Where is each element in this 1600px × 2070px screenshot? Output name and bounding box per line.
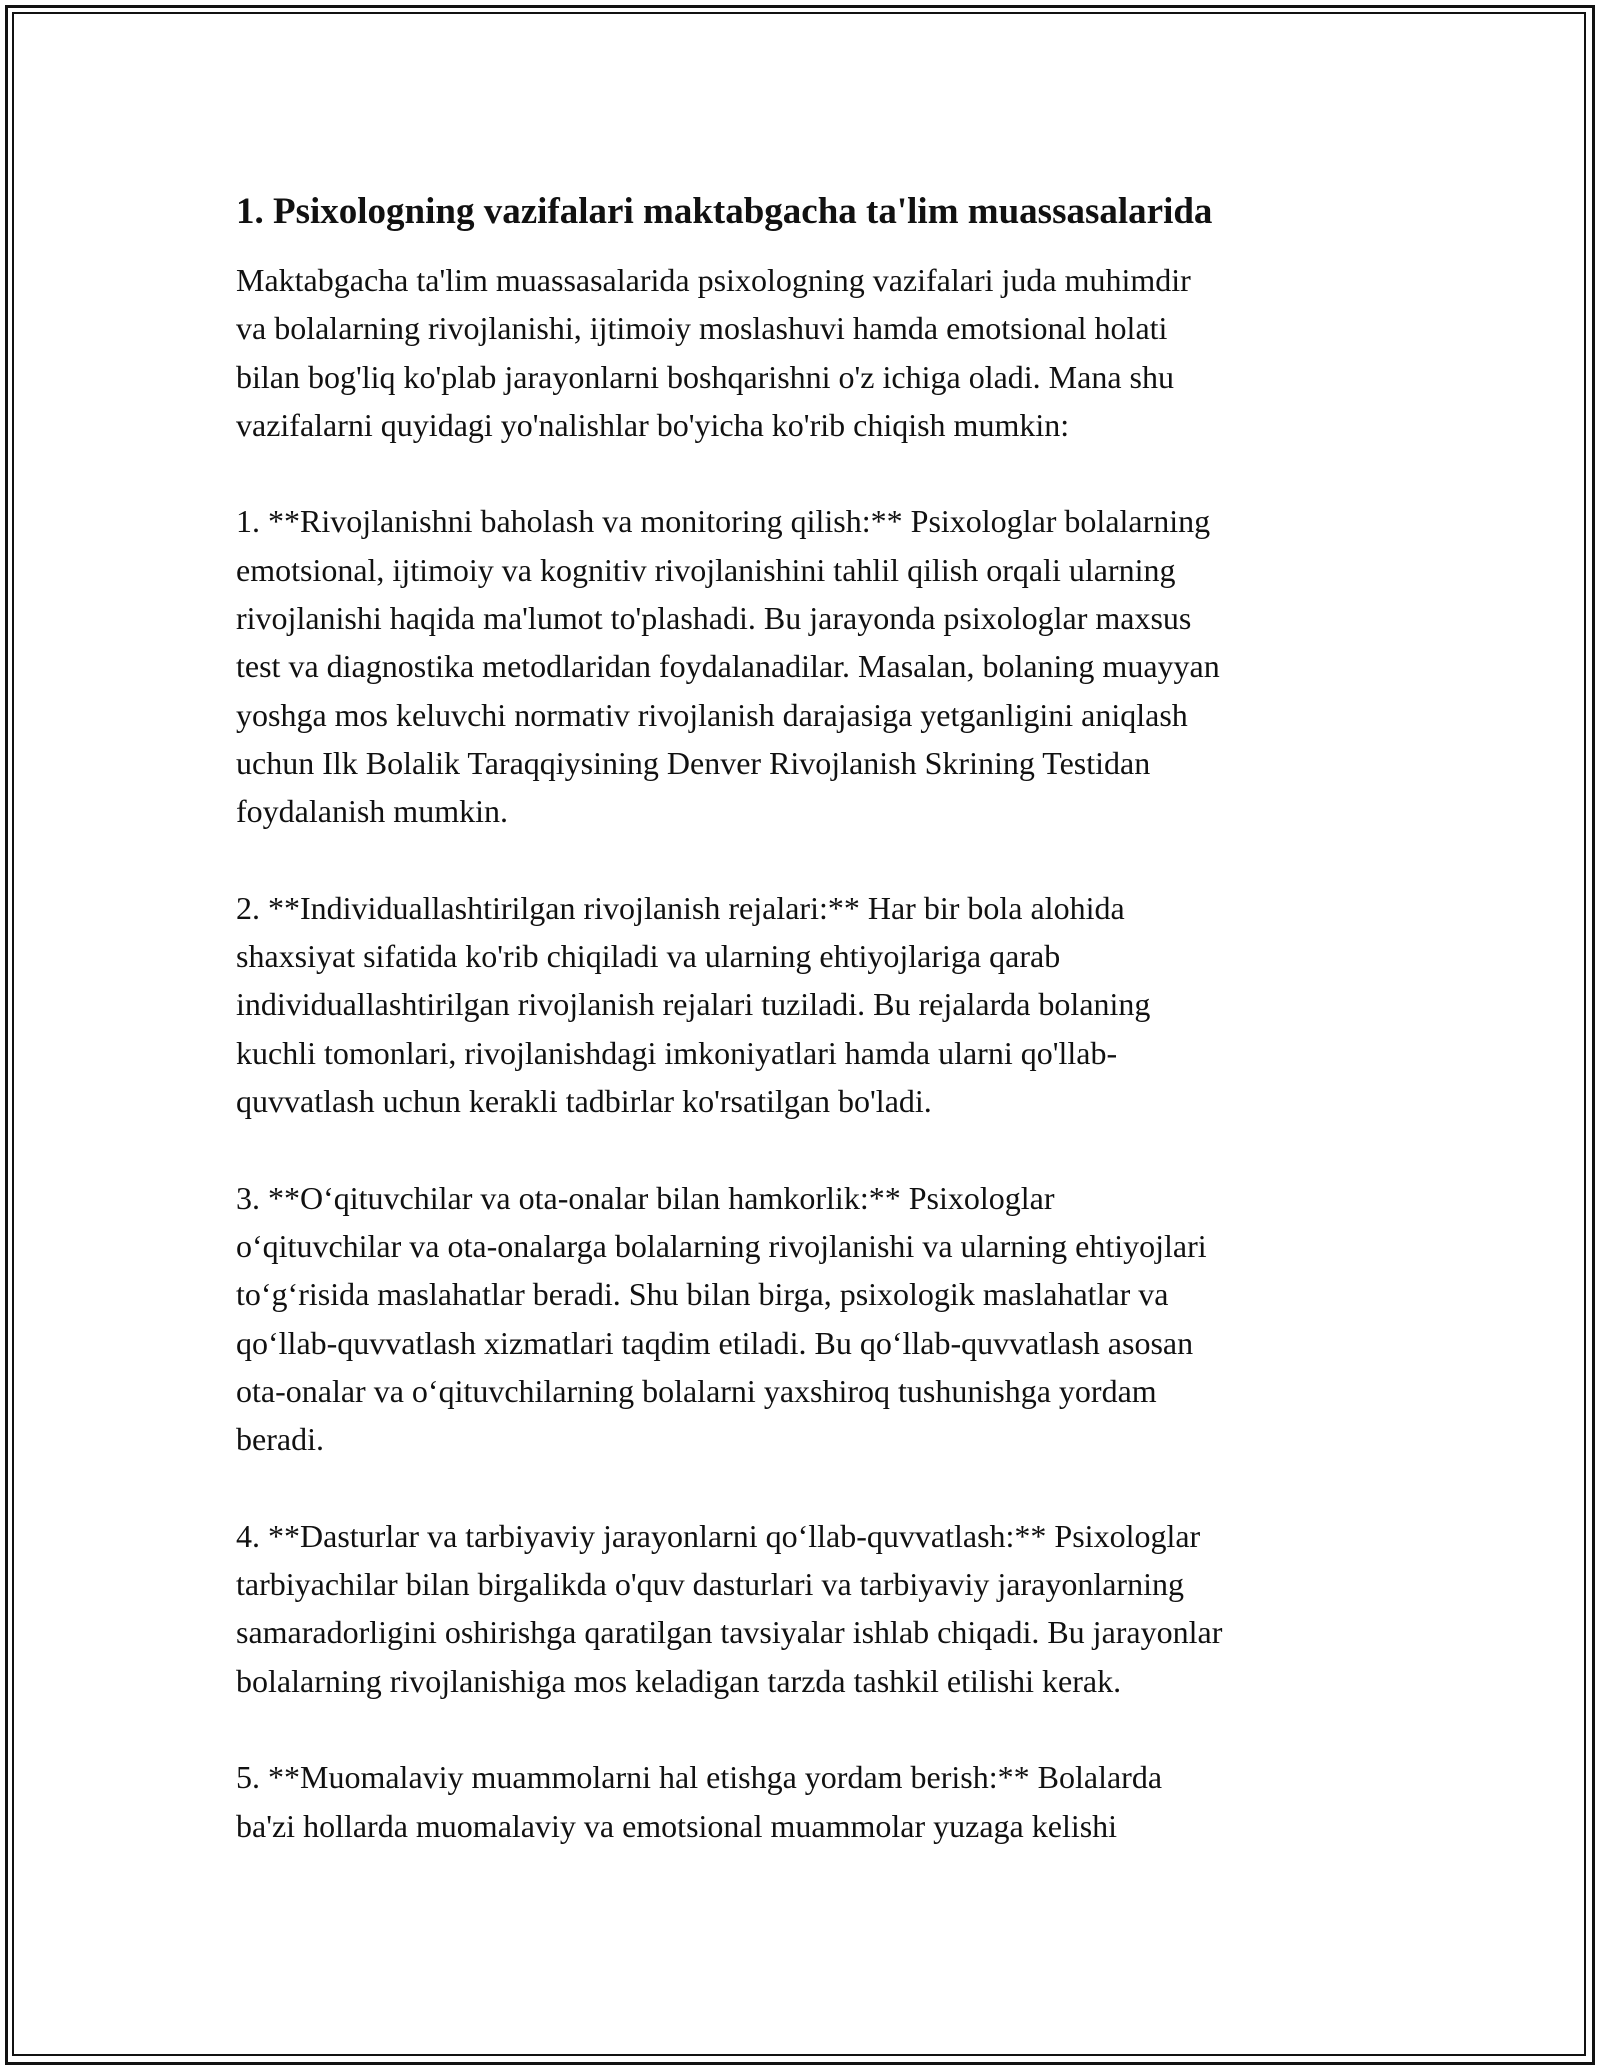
text-line: uchun Ilk Bolalik Taraqqiysining Denver Rivojlanish Skrining Testidan <box>236 744 1151 781</box>
text-line: rivojlanishi haqida ma'lumot to'plashadi. Bu jarayonda psixologlar maxsus <box>236 600 1192 637</box>
paragraph-spacer <box>236 836 1376 884</box>
paragraph-spacer <box>236 449 1376 497</box>
paragraph-spacer <box>236 1705 1376 1753</box>
text-line: yoshga mos keluvchi normativ rivojlanish darajasiga yetganligini aniqlash <box>236 696 1188 733</box>
text-line: va bolalarning rivojlanishi, ijtimoiy moslashuvi hamda emotsional holati <box>236 310 1168 347</box>
document-title: 1. Psixologning vazifalari maktabgacha ta'lim muassasalarida <box>236 191 1213 232</box>
text-line: 3. **O‘qituvchilar va ota-onalar bilan hamkorlik:** Psixologlar <box>236 1179 1055 1216</box>
text-line: ba'zi hollarda muomalaviy va emotsional muammolar yuzaga kelishi <box>236 1807 1118 1844</box>
text-line: shaxsiyat sifatida ko'rib chiqiladi va ularning ehtiyojlariga qarab <box>236 938 1061 975</box>
text-line: beradi. <box>236 1421 324 1458</box>
item-3-paragraph <box>236 1174 1376 1464</box>
text-line: quvvatlash uchun kerakli tadbirlar ko'rsatilgan bo'ladi. <box>236 1083 932 1120</box>
text-line: samaradorligini oshirishga qaratilgan tavsiyalar ishlab chiqadi. Bu jarayonlar <box>236 1614 1223 1651</box>
document-text <box>236 256 1376 1850</box>
text-line: o‘qituvchilar va ota-onalarga bolalarning rivojlanishi va ularning ehtiyojlari <box>236 1227 1207 1264</box>
text-line: 2. **Individuallashtirilgan rivojlanish rejalari:** Har bir bola alohida <box>236 889 1125 926</box>
text-line: emotsional, ijtimoiy va kognitiv rivojlanishini tahlil qilish orqali ularning <box>236 551 1176 588</box>
item-5-paragraph <box>236 1753 1376 1850</box>
paragraph-spacer <box>236 1463 1376 1511</box>
text-line: 4. **Dasturlar va tarbiyaviy jarayonlarni qo‘llab-quvvatlash:** Psixologlar <box>236 1517 1201 1554</box>
text-line: bolalarning rivojlanishiga mos keladigan tarzda tashkil etilishi kerak. <box>236 1662 1122 1699</box>
text-line: 1. **Rivojlanishni baholash va monitoring qilish:** Psixologlar bolalarning <box>236 503 1211 540</box>
text-line: test va diagnostika metodlaridan foydalanadilar. Masalan, bolaning muayyan <box>236 648 1220 685</box>
text-line: individuallashtirilgan rivojlanish rejalari tuziladi. Bu rejalarda bolaning <box>236 986 1151 1023</box>
text-line: vazifalarni quyidagi yo'nalishlar bo'yicha ko'rib chiqish mumkin: <box>236 406 1070 443</box>
text-line: bilan bog'liq ko'plab jarayonlarni boshqarishni o'z ichiga oladi. Mana shu <box>236 358 1174 395</box>
text-line: ota-onalar va o‘qituvchilarning bolalarni yaxshiroq tushunishga yordam <box>236 1372 1157 1409</box>
text-line: Maktabgacha ta'lim muassasalarida psixologning vazifalari juda muhimdir <box>236 262 1191 298</box>
document-body <box>236 188 1376 1850</box>
text-line: foydalanish mumkin. <box>236 793 508 830</box>
text-line: qo‘llab-quvvatlash xizmatlari taqdim etiladi. Bu qo‘llab-quvvatlash asosan <box>236 1324 1194 1361</box>
item-1-paragraph <box>236 497 1376 835</box>
text-line: 5. **Muomalaviy muammolarni hal etishga yordam berish:** Bolalarda <box>236 1759 1163 1796</box>
item-2-paragraph <box>236 884 1376 1125</box>
text-line: kuchli tomonlari, rivojlanishdagi imkoniyatlari hamda ularni qo'llab- <box>236 1034 1118 1071</box>
paragraph-spacer <box>236 1125 1376 1173</box>
text-line: tarbiyachilar bilan birgalikda o'quv dasturlari va tarbiyaviy jarayonlarning <box>236 1566 1184 1603</box>
text-line: to‘g‘risida maslahatlar beradi. Shu bilan birga, psixologik maslahatlar va <box>236 1276 1169 1313</box>
item-4-paragraph <box>236 1512 1376 1705</box>
intro-paragraph <box>236 256 1376 449</box>
